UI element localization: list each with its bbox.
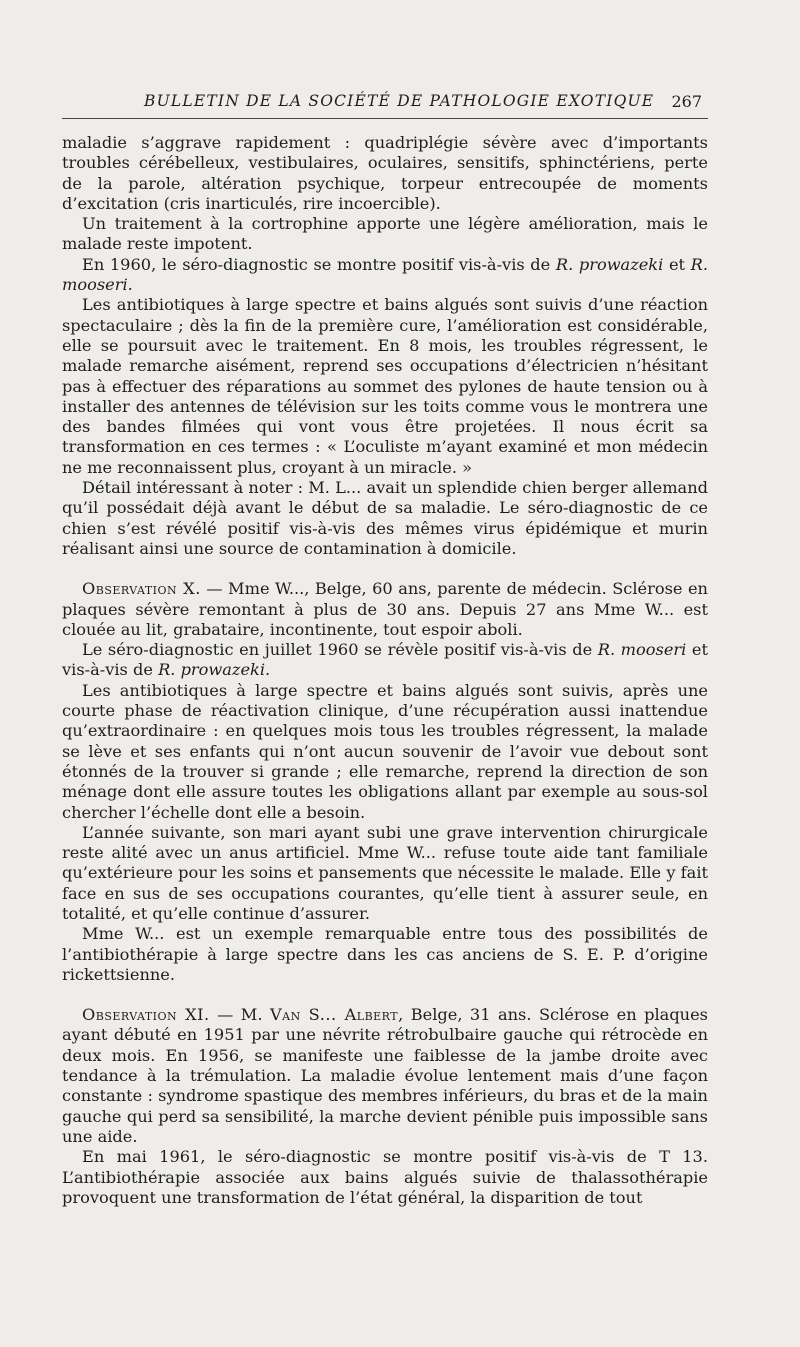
paragraph: Les antibiotiques à large spectre et bains algués sont suivis, après une courte phase de réactivation clinique, d’une récupération aussi inattendue qu’extraordinaire : en quelques mois tous les troubles régressent, la malade se lève et ses enfants qui n’ont aucun souvenir de l’avoir vue debout sont étonnés de la trouver si grande ; elle remarche, reprend la direction de son ménage dont elle assure toutes les obligations allant par exemple au sous-sol chercher l’échelle dont elle a besoin. — [62, 680, 708, 822]
observation-11 — [62, 1005, 708, 1147]
species-name: R. mooseri. — [62, 254, 708, 295]
text-run: , Belge, 31 ans. Sclérose en plaques ayant débuté en 1951 par une névrite rétrobulbaire gauche qui rétrocède en deux mois. En 1956, se manifeste une faiblesse de la jambe droite avec tendance à la trémulation. La maladie évolue lentement mais d’une façon constante : syndrome spastique des membres inférieurs, du bras et de la main gauche qui perd sa sensibilité, la marche devient pénible puis impossible sans une aide. — [62, 1005, 708, 1146]
running-header — [62, 92, 708, 119]
text-run: et — [663, 254, 691, 274]
paragraph: Mme W... est un exemple remarquable entre tous des possibilités de l’antibiothérapie à large spectre dans les cas anciens de S. E. P. d’origine rickettsienne. — [62, 924, 708, 984]
paragraph — [62, 640, 708, 681]
paragraph: maladie s’aggrave rapidement : quadriplégie sévère avec d’importants troubles cérébelleux, vestibulaires, oculaires, sensitifs, sphinctériens, perte de la parole, altération psychique, torpeur entrecoupée de moments d’excitation (cris inarticulés, rire incoercible). — [62, 133, 708, 213]
text-run: En 1960, le séro-diagnostic se montre positif vis-à-vis de — [82, 254, 556, 274]
observation-10 — [62, 579, 708, 640]
paragraph: L’année suivante, son mari ayant subi une grave intervention chirurgicale reste alité avec un anus artificiel. Mme W... refuse toute aide tant familiale qu’extérieure pour les soins et pansements que nécessite le malade. Elle y fait face en sus de ses occupations courantes, qu’elle tient à assurer seule, en totalité, et qu’elle continue d’assurer. — [62, 822, 708, 923]
species-name: R. prowazeki. — [158, 660, 271, 680]
running-title: BULLETIN DE LA SOCIÉTÉ DE PATHOLOGIE EXOTIQUE — [144, 92, 655, 110]
text-run: — Mme W..., Belge, 60 ans, parente de médecin. Sclérose en plaques sévère remontant à plus de 30 ans. Depuis 27 ans Mme W... est clouée au lit, grabataire, incontinente, tout espoir aboli. — [62, 579, 708, 639]
observation-label: Observation XI. — [82, 1005, 210, 1025]
paragraph: Un traitement à la cortrophine apporte une légère amélioration, mais le malade reste impotent. — [62, 214, 708, 254]
text-run: Le séro-diagnostic en juillet 1960 se révèle positif vis-à-vis de — [82, 640, 598, 660]
paragraph: En mai 1961, le séro-diagnostic se montre positif vis-à-vis de T 13. L’antibiothérapie associée aux bains algués suivie de thalassothérapie provoquent une transformation de l’état général, la disparition de tout — [62, 1147, 708, 1207]
paragraph: Détail intéressant à noter : M. L... avait un splendide chien berger allemand qu’il possédait déjà avant le début de sa maladie. Le séro-diagnostic de ce chien s’est révélé positif vis-à-vis des mêmes virus épidémique et murin réalisant ainsi une source de contamination à domicile. — [62, 478, 708, 558]
paragraph — [62, 255, 708, 296]
observation-label: Observation X. — [82, 579, 201, 599]
paragraph: Les antibiotiques à large spectre et bains algués sont suivis d’une réaction spectaculaire ; dès la fin de la première cure, l’amélioration est considérable, elle se poursuit avec le traitement. En 8 mois, les troubles régressent, le malade remarche aisément, reprend ses occupations d’électricien n’hésitant pas à effectuer des réparations au sommet des pylones de haute tension ou à installer des antennes de télévision sur les toits comme vous le montrera une des bandes filmées qui vont vous être projetées. Il nous écrit sa transformation en ces termes : « L’oculiste m’ayant examiné et mon médecin ne me reconnaissent plus, croyant à un miracle. » — [62, 295, 708, 477]
species-name: R. prowazeki — [555, 254, 664, 274]
text-run: et vis-à-vis de — [62, 640, 708, 680]
species-name: R. mooseri — [597, 640, 687, 660]
patient-name: Van S... Albert — [269, 1005, 399, 1025]
body-text — [62, 133, 708, 1208]
page-number: 267 — [671, 92, 702, 111]
text-run: — M. — [209, 1005, 270, 1025]
